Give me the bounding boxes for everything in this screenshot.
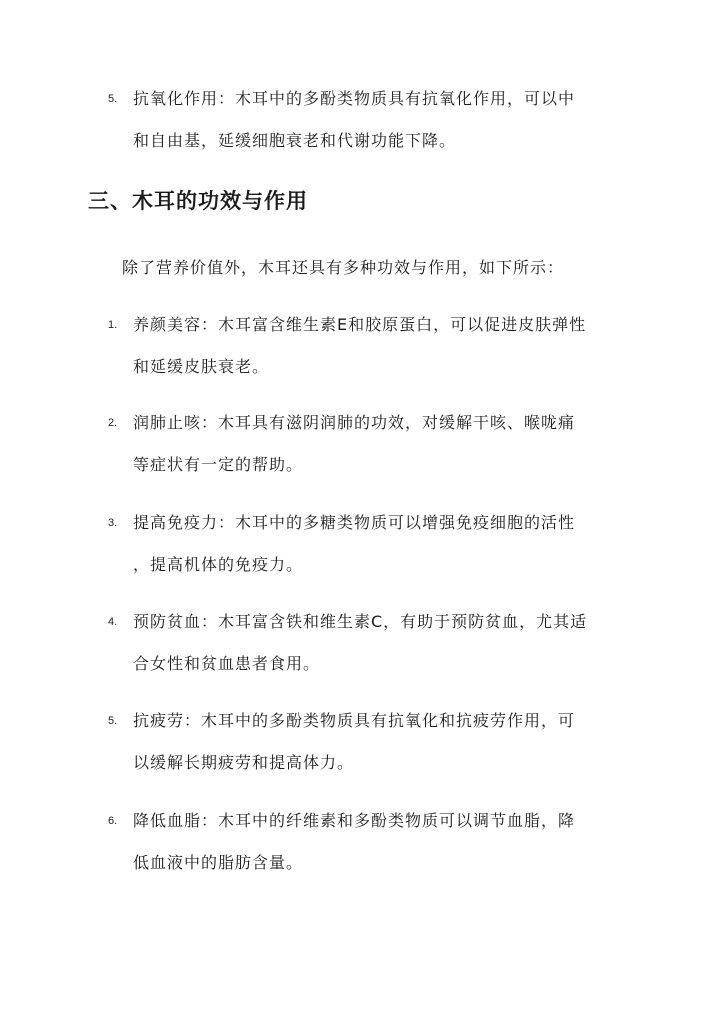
list-item-text-line2: 和延缓皮肤衰老。 (133, 357, 270, 376)
list-item-text-line2: 低血液中的脂肪含量。 (133, 853, 304, 872)
list-item-text-line1: 预防贫血：木耳富含铁和维生素C，有助于预防贫血，尤其适 (133, 612, 588, 631)
list-item-number: 3. (108, 517, 118, 529)
list-item-number: 2. (108, 417, 118, 429)
list-item-number: 1. (108, 319, 118, 331)
list-item-text-line2: 等症状有一定的帮助。 (133, 455, 304, 474)
list-item-number: 5. (108, 715, 118, 727)
list-item-number: 6. (108, 815, 118, 827)
list-item-text-line2: 和自由基，延缓细胞衰老和代谢功能下降。 (133, 131, 457, 150)
list-item-text-line1: 提高免疫力：木耳中的多糖类物质可以增强免疫细胞的活性 (133, 513, 576, 532)
list-item-text-line1: 抗氧化作用：木耳中的多酚类物质具有抗氧化作用，可以中 (133, 89, 576, 108)
list-item-text-line2: ，提高机体的免疫力。 (133, 555, 304, 574)
section-heading: 三、木耳的功效与作用 (88, 189, 308, 213)
list-item-text-line2: 合女性和贫血患者食用。 (133, 654, 321, 673)
section-intro: 除了营养价值外，木耳还具有多种功效与作用，如下所示： (122, 258, 565, 277)
list-item-text-line1: 润肺止咳：木耳具有滋阴润肺的功效，对缓解干咳、喉咙痛 (133, 413, 576, 432)
list-item-number: 4. (108, 616, 118, 628)
list-item-number: 5. (108, 93, 118, 105)
list-item-text-line1: 养颜美容：木耳富含维生素E和胶原蛋白，可以促进皮肤弹性 (133, 315, 587, 334)
list-item-text-line1: 降低血脂：木耳中的纤维素和多酚类物质可以调节血脂，降 (133, 811, 576, 830)
list-item-text-line1: 抗疲劳：木耳中的多酚类物质具有抗氧化和抗疲劳作用，可 (133, 711, 576, 730)
list-item-text-line2: 以缓解长期疲劳和提高体力。 (133, 753, 355, 772)
